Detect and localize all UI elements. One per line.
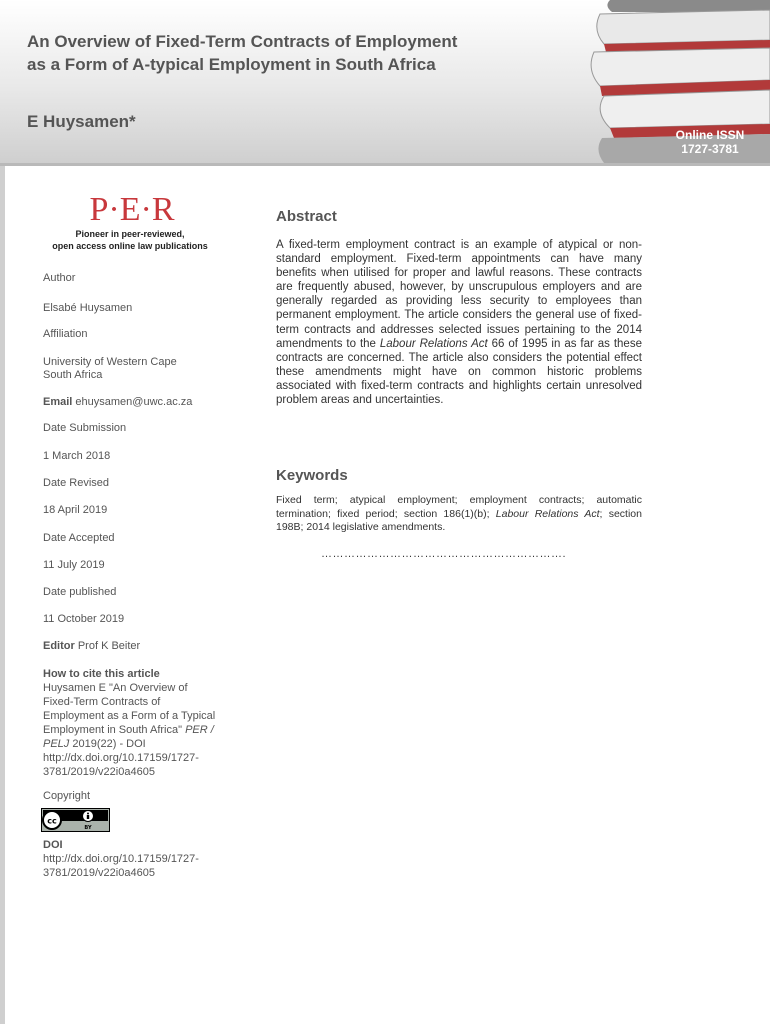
- abstract-heading: Abstract: [276, 208, 337, 225]
- doi-label: DOI: [43, 839, 63, 851]
- separator-dots: ……………………………………………………….: [321, 548, 567, 560]
- person-icon: [87, 813, 89, 815]
- header-author: E Huysamen*: [27, 112, 136, 131]
- tagline-line-2: open access online law publications: [52, 241, 208, 251]
- cite-line-5: PELJ 2019(22) - DOI: [43, 738, 146, 750]
- doi-block: [43, 838, 238, 880]
- cite-line-1: Huysamen E "An Overview of: [43, 682, 188, 694]
- affiliation-label: Affiliation: [43, 328, 88, 340]
- author-value: Elsabé Huysamen: [43, 302, 133, 314]
- editor-value: Prof K Beiter: [77, 640, 141, 652]
- title-line-2: as a Form of A-typical Employment in South Africa: [27, 55, 436, 74]
- affiliation-line-2: South Africa: [43, 369, 103, 381]
- cite-label: How to cite this article: [43, 668, 160, 680]
- journal-header: [0, 0, 770, 166]
- email-row: [43, 396, 192, 408]
- editor-row: [43, 640, 140, 652]
- issn-number: 1727-3781: [681, 142, 739, 156]
- journal-tagline: [30, 228, 230, 252]
- editor-label: Editor: [43, 640, 75, 652]
- abstract-text: A fixed-term employment contract is an example of atypical or non-standard employment. Fixed-term appointments can have many benefits when utilised for proper and lawful reasons. These contracts are frequently abused, however, by unscrupulous employers and are generally regarded as providing less security to employees than permanent employment. The article considers the general use of fixed-term contracts and addresses selected issues pertaining to the 2014 amendments to the Labour Relations Act 66 of 1995 in as far as these contracts are concerned. The article also considers the potential effect these amendments might have on common historic problems associated with fixed-term contracts and highlights certain unresolved problem areas and uncertainties.: [276, 239, 642, 407]
- cite-doi-link-2[interactable]: 3781/2019/v22i0a4605: [43, 766, 155, 778]
- cc-icon: cc: [47, 816, 57, 826]
- date-revised-value: 18 April 2019: [43, 504, 108, 516]
- cite-line-2: Fixed-Term Contracts of: [43, 696, 161, 708]
- article-title: [27, 30, 547, 76]
- doi-link-2[interactable]: 3781/2019/v22i0a4605: [43, 867, 155, 879]
- citation-block: [43, 667, 238, 779]
- doi-link-1[interactable]: http://dx.doi.org/10.17159/1727-: [43, 853, 199, 865]
- page-left-border: [0, 166, 5, 1024]
- date-submission-label: Date Submission: [43, 422, 127, 434]
- date-accepted-label: Date Accepted: [43, 532, 115, 544]
- author-label: Author: [43, 272, 76, 284]
- keywords-text: Fixed term; atypical employment; employment contracts; automatic termination; fixed period; section 186(1)(b); Labour Relations Act; section 198B; 2014 legislative amendments.: [276, 494, 642, 533]
- date-accepted-value: 11 July 2019: [43, 559, 105, 571]
- logo-text: P·E·R: [89, 191, 175, 227]
- affiliation-line-1: University of Western Cape: [43, 356, 177, 368]
- issn-block: [672, 128, 748, 156]
- date-published-label: Date published: [43, 586, 117, 598]
- cite-doi-link-1[interactable]: http://dx.doi.org/10.17159/1727-: [43, 752, 199, 764]
- keywords-heading: Keywords: [276, 467, 348, 484]
- date-revised-label: Date Revised: [43, 477, 110, 489]
- email-value[interactable]: ehuysamen@uwc.ac.za: [75, 396, 193, 408]
- date-submission-value: 1 March 2018: [43, 450, 111, 462]
- title-line-1: An Overview of Fixed-Term Contracts of Employment: [27, 32, 458, 51]
- email-label: Email: [43, 396, 73, 408]
- tagline-line-1: Pioneer in peer-reviewed,: [75, 229, 185, 239]
- date-published-value: 11 October 2019: [43, 613, 125, 625]
- issn-label: Online ISSN: [675, 128, 745, 142]
- cite-line-3: Employment as a Form of a Typical: [43, 710, 216, 722]
- per-logo: [82, 189, 182, 227]
- by-label: BY: [84, 825, 92, 831]
- copyright-label: Copyright: [43, 790, 91, 802]
- cite-line-4: Employment in South Africa" PER /: [43, 724, 214, 736]
- creative-commons-badge[interactable]: [41, 808, 110, 832]
